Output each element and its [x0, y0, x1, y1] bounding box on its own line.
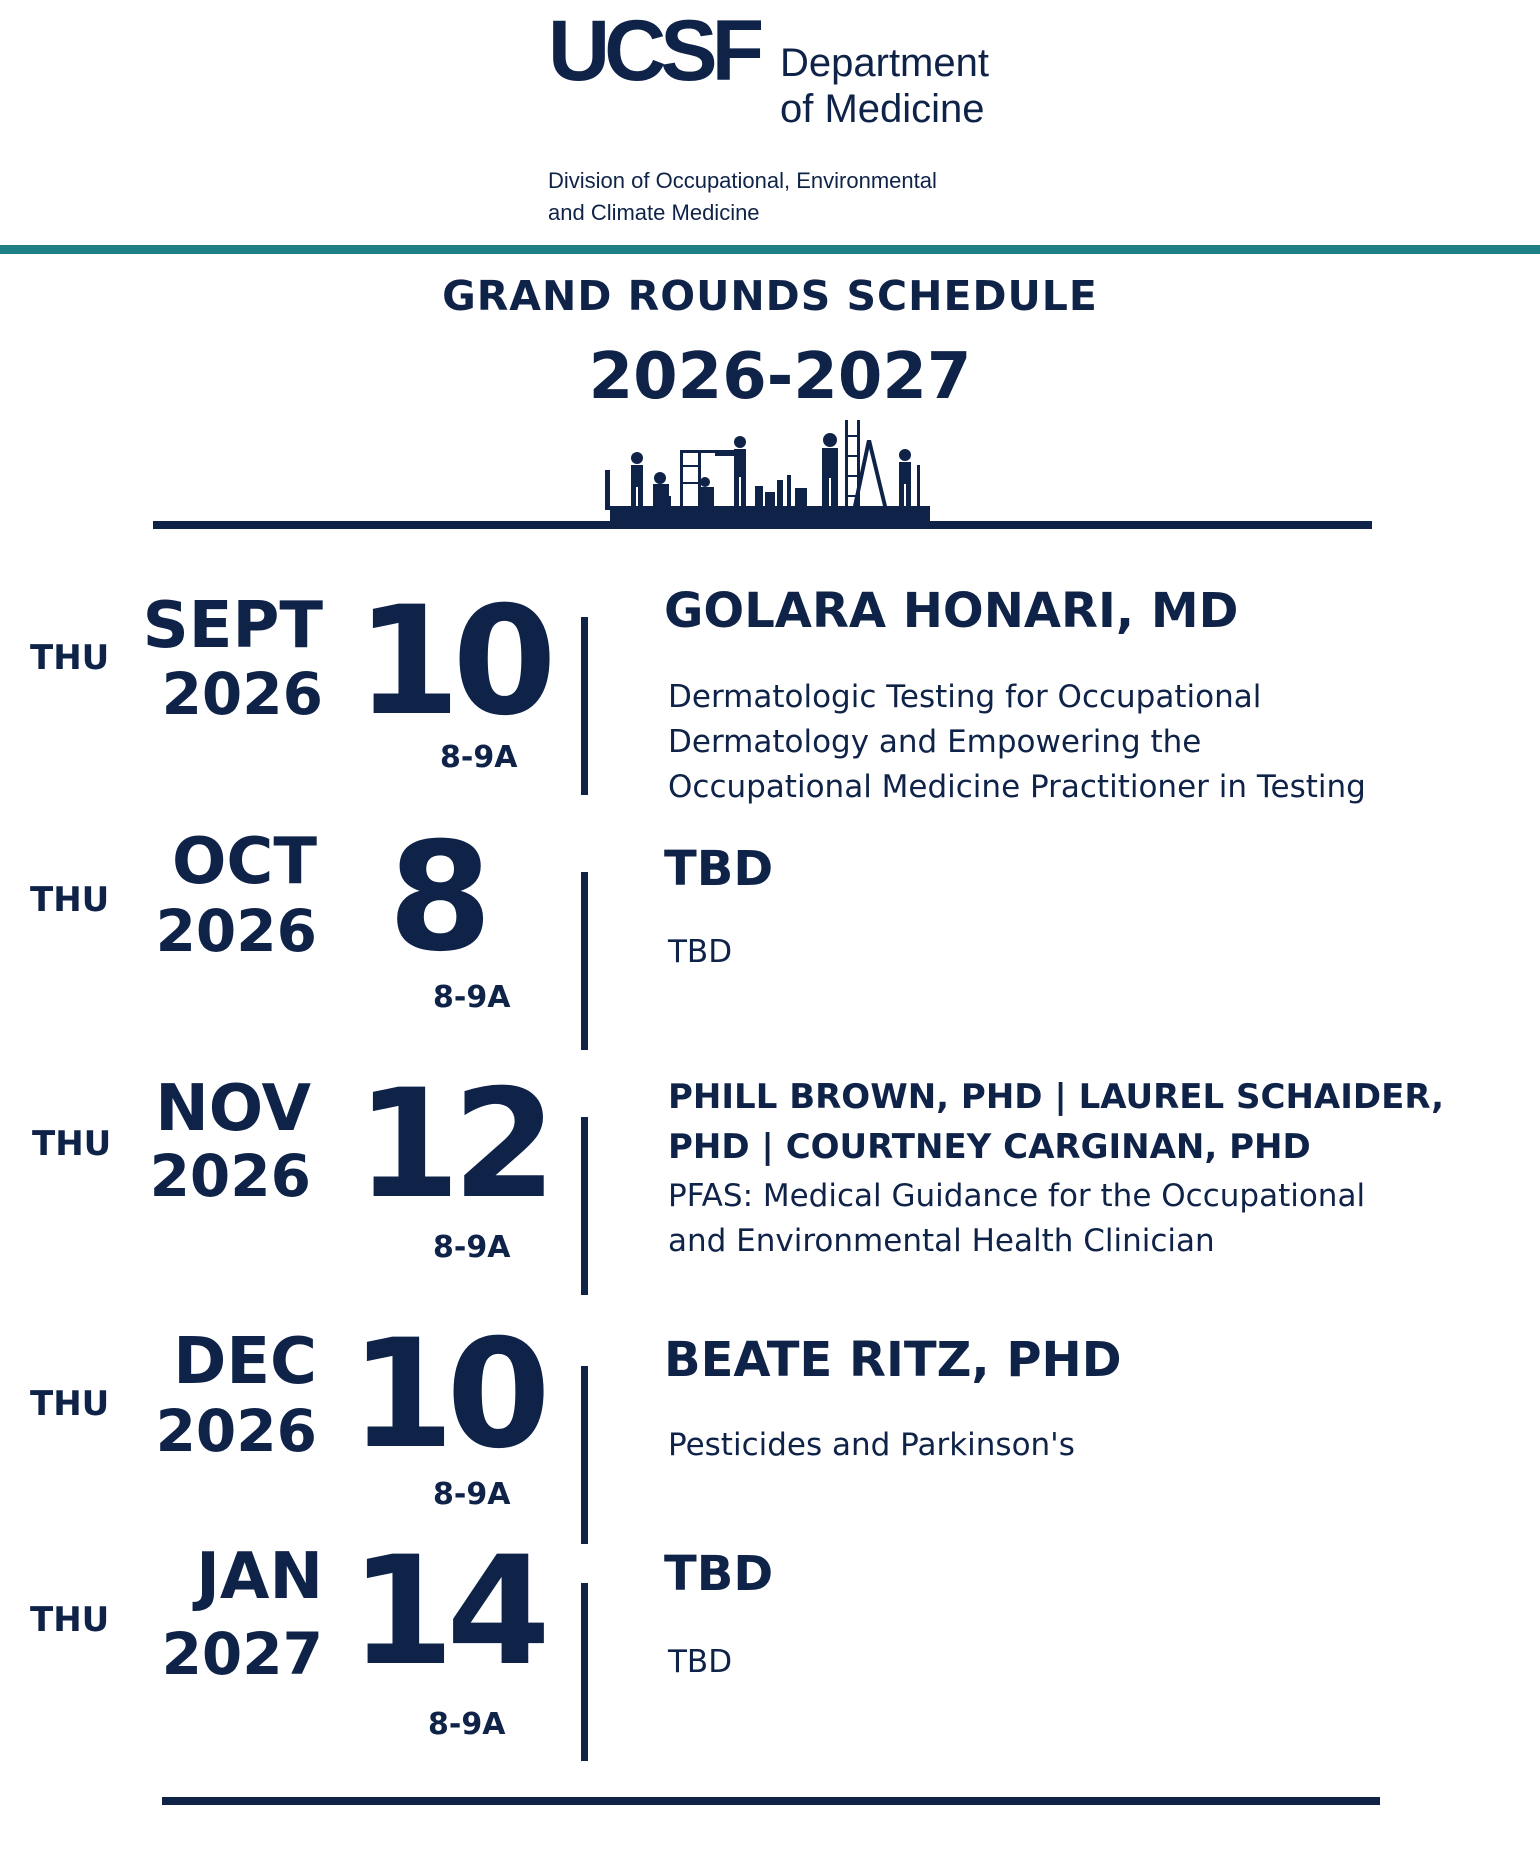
event-1-topic-line: Dermatologic Testing for Occupational	[668, 679, 1262, 715]
event-1-time: 8-9A	[440, 740, 518, 775]
event-3-date: 12	[356, 1058, 549, 1232]
department-name	[780, 40, 989, 132]
event-2-divider	[581, 872, 588, 1050]
event-1-speaker: GOLARA HONARI, MD	[664, 583, 1239, 639]
event-2-day: THU	[30, 880, 110, 920]
event-1-topic-line: Occupational Medicine Practitioner in Testing	[668, 769, 1366, 805]
event-3-speaker-line: PHD | COURTNEY CARGINAN, PHD	[668, 1127, 1311, 1167]
workers-silhouette-icon	[605, 420, 935, 524]
event-3-time: 8-9A	[433, 1230, 511, 1265]
event-1-month: SEPT	[142, 589, 323, 663]
event-4-divider	[581, 1366, 588, 1544]
event-1-divider	[581, 617, 588, 795]
event-2-topic	[668, 930, 732, 975]
event-4-month: DEC	[173, 1325, 317, 1399]
event-5-topic	[668, 1640, 732, 1685]
event-1-topic	[668, 675, 1366, 810]
event-1-topic-line: Dermatology and Empowering the	[668, 724, 1202, 760]
event-1-day: THU	[30, 638, 110, 678]
event-1-year: 2026	[161, 660, 323, 728]
event-3-speakers	[668, 1072, 1444, 1172]
event-3-topic-line: and Environmental Health Clinician	[668, 1223, 1215, 1259]
event-5-date: 14	[350, 1525, 543, 1699]
event-2-year: 2026	[155, 897, 317, 965]
event-5-month: JAN	[196, 1540, 323, 1614]
top-rule	[153, 521, 1372, 529]
event-4-topic	[668, 1423, 1075, 1468]
event-4-day: THU	[30, 1384, 110, 1424]
bottom-rule	[162, 1797, 1380, 1805]
schedule-title: GRAND ROUNDS SCHEDULE	[442, 272, 1098, 320]
department-line-2: of Medicine	[780, 87, 985, 131]
event-2-topic-line: TBD	[668, 934, 733, 970]
event-3-speaker-line: PHILL BROWN, PHD | LAUREL SCHAIDER,	[668, 1077, 1445, 1117]
event-3-day: THU	[32, 1124, 112, 1164]
event-4-time: 8-9A	[433, 1477, 511, 1512]
event-2-speaker: TBD	[664, 841, 774, 897]
event-3-year: 2026	[149, 1142, 311, 1210]
event-5-time: 8-9A	[428, 1707, 506, 1742]
header-divider	[0, 245, 1540, 254]
division-name	[548, 165, 937, 229]
event-3-topic	[668, 1174, 1365, 1264]
academic-year: 2026-2027	[588, 340, 972, 414]
event-4-year: 2026	[155, 1397, 317, 1465]
event-4-speaker: BEATE RITZ, PHD	[664, 1332, 1122, 1388]
event-3-divider	[581, 1117, 588, 1295]
event-2-month: OCT	[171, 825, 317, 899]
ucsf-logo: UCSF	[548, 3, 759, 99]
department-line-1: Department	[780, 41, 989, 85]
division-line-1: Division of Occupational, Environmental	[548, 168, 937, 193]
event-5-year: 2027	[161, 1620, 323, 1688]
event-3-month: NOV	[155, 1072, 311, 1146]
event-4-date: 10	[350, 1308, 543, 1482]
event-2-time: 8-9A	[433, 980, 511, 1015]
event-5-day: THU	[30, 1600, 110, 1640]
event-5-speaker: TBD	[664, 1546, 774, 1602]
event-4-topic-line: Pesticides and Parkinson's	[668, 1427, 1075, 1463]
event-5-topic-line: TBD	[668, 1644, 733, 1680]
event-1-date: 10	[356, 575, 549, 749]
event-3-topic-line: PFAS: Medical Guidance for the Occupational	[668, 1178, 1366, 1214]
division-line-2: and Climate Medicine	[548, 200, 760, 225]
event-2-date: 8	[388, 811, 485, 985]
event-5-divider	[581, 1583, 588, 1761]
